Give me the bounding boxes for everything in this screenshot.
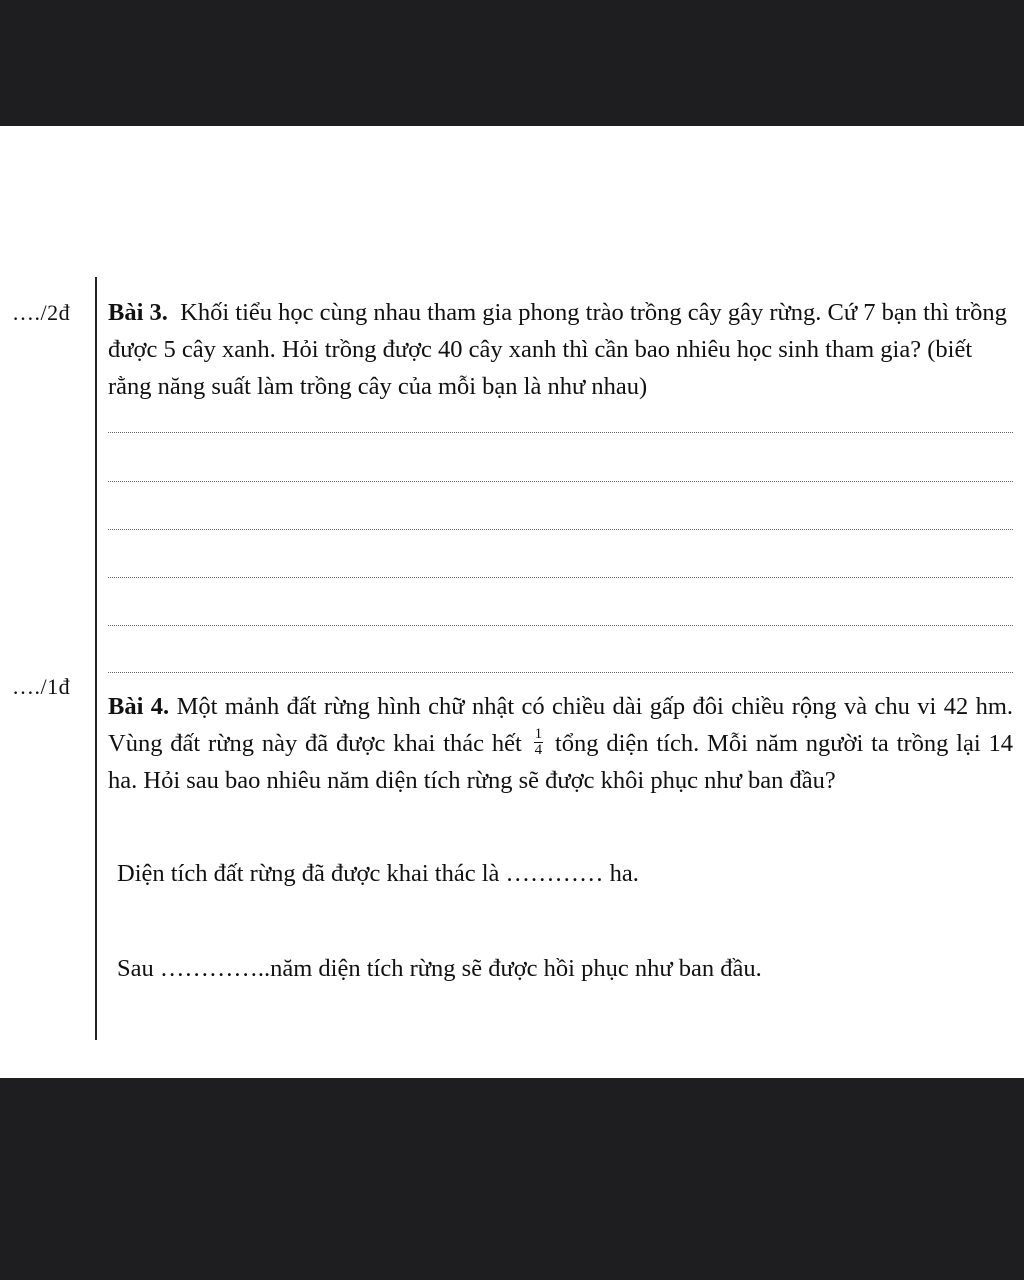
answer2-suffix: năm diện tích rừng sẽ được hồi phục như ban đầu.	[270, 955, 762, 982]
answer-line[interactable]	[108, 432, 1013, 433]
answer-line[interactable]	[108, 577, 1013, 578]
answer-line[interactable]	[108, 625, 1013, 626]
one-quarter-fraction	[534, 727, 544, 758]
answer2-prefix: Sau	[117, 955, 154, 982]
answer-line[interactable]	[108, 672, 1013, 673]
answer1-prefix: Diện tích đất rừng đã được khai thác là	[117, 860, 500, 887]
answer1-suffix: ha.	[609, 860, 639, 887]
problem3-title: Bài 3.	[108, 299, 168, 326]
fraction-denominator: 4	[534, 741, 543, 758]
answer2-blank[interactable]: …………..	[159, 955, 271, 982]
problem4-text	[108, 688, 1013, 799]
worksheet-page	[0, 126, 1024, 1078]
problem4-score: …./1đ	[12, 674, 71, 699]
problem3-text	[108, 294, 1013, 405]
problem3-score: …./2đ	[12, 300, 71, 325]
fraction-numerator: 1	[534, 725, 543, 742]
answer1-row	[117, 855, 639, 892]
answer2-row	[117, 950, 762, 987]
margin-divider	[95, 277, 97, 1040]
problem4-title: Bài 4.	[108, 693, 170, 720]
problem4-body-part2: tổng diện tích. Mỗi năm người ta trồng lại 14 ha. Hỏi sau bao nhiêu năm diện tích rừng sẽ được khôi phục như ban đầu?	[108, 730, 1014, 794]
answer-line[interactable]	[108, 481, 1013, 482]
problem4-body-part1: Một mảnh đất rừng hình chữ nhật có chiều dài gấp đôi chiều rộng và chu vi 42 hm. Vùng đất rừng này đã được khai thác hết	[108, 693, 1014, 757]
answer-line[interactable]	[108, 529, 1013, 530]
problem3-body: Khối tiểu học cùng nhau tham gia phong trào trồng cây gây rừng. Cứ 7 bạn thì trồng được 5 cây xanh. Hỏi trồng được 40 cây xanh thì cần bao nhiêu học sinh tham gia? (biết rằng năng suất làm trồng cây của mỗi bạn là như nhau)	[108, 299, 1007, 400]
answer1-blank[interactable]: …………	[505, 860, 604, 887]
